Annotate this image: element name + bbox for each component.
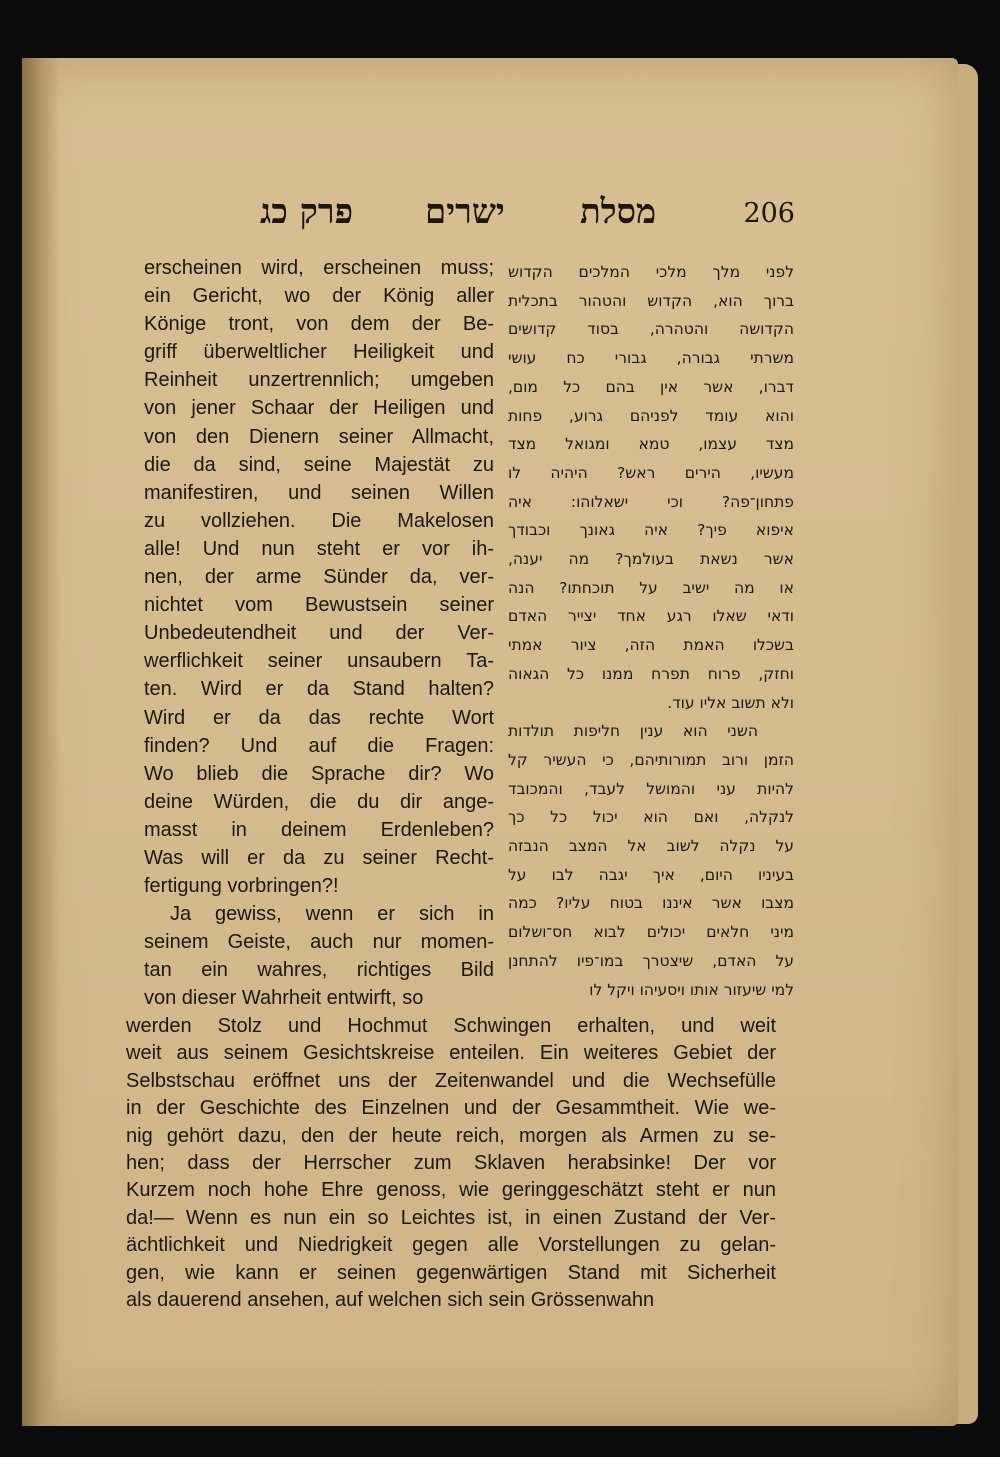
german-column-line: Wird er da das rechte Wort: [144, 706, 494, 729]
german-column-line: werflichkeit seiner unsaubern Ta-: [144, 650, 494, 673]
german-column-line: von dieser Wahrheit entwirft, so: [144, 987, 424, 1010]
german-column-line: finden? Und auf die Fragen:: [144, 734, 494, 757]
german-column-line: die da sind, seine Majestät zu: [144, 453, 494, 476]
german-column-line: seinem Geiste, auch nur momen-: [144, 931, 494, 954]
german-column-line: von den Dienern seiner Allmacht,: [144, 425, 494, 448]
german-column-line: ten. Wird er da Stand halten?: [144, 678, 494, 701]
hebrew-column-line: הקדושה והטהרה, בסוד קדושים: [508, 320, 794, 339]
hebrew-column-line: על האדם, שיצטרך במו־פיו להתחנן: [508, 951, 794, 970]
running-head-title-2: ישרים: [425, 192, 505, 232]
german-column-line: erscheinen wird, erscheinen muss;: [144, 257, 494, 279]
german-column-line: masst in deinem Erdenleben?: [144, 818, 494, 841]
hebrew-column-line: על נקלה לשוב אל המצב הנבזה: [508, 837, 794, 856]
german-column-line: Könige tront, von dem der Be-: [144, 313, 494, 336]
hebrew-column-line: ודאי שאלו רגע אחד יצייר האדם: [508, 607, 794, 626]
hebrew-column-line: לנקלה, ואם הוא יכול כל כך: [508, 808, 794, 827]
full-width-line: nig gehört dazu, den der heute reich, morgen als Armen zu se-: [126, 1124, 776, 1147]
hebrew-column-line: והוא עומד לפניהם גרוע, פחות: [508, 406, 794, 425]
running-head-title-1: מסלת: [580, 192, 657, 232]
hebrew-column-line: בשכלו האמת הזה, ציור אמתי: [508, 636, 794, 655]
hebrew-column-line: ברוך הוא, הקדוש והטהור בתכלית: [508, 291, 794, 310]
german-column-line: deine Würden, die du dir ange-: [144, 790, 494, 813]
hebrew-column: [508, 258, 794, 1004]
german-column-line: tan ein wahres, richtiges Bild: [144, 959, 494, 982]
german-column-line: griff überweltlicher Heiligkeit und: [144, 341, 494, 364]
german-column-line: Unbedeutendheit und der Ver-: [144, 622, 494, 645]
running-header: [250, 190, 795, 240]
full-width-line: werden Stolz und Hochmut Schwingen erhalten, und weit: [126, 1015, 776, 1037]
hebrew-column-line: איפוא פיך? איה גאונך וכבודך: [508, 521, 794, 540]
german-column-line: alle! Und nun steht er vor ih-: [144, 537, 494, 560]
full-width-line: hen; dass der Herrscher zum Sklaven herabsinke! Der vor: [126, 1152, 776, 1175]
full-width-line: Kurzem noch hohe Ehre genoss, wie geringgeschätzt steht er nun: [126, 1179, 776, 1202]
german-column-line: ein Gericht, wo der König aller: [144, 285, 494, 308]
full-width-line: in der Geschichte des Einzelnen und der Gesammtheit. Wie we-: [126, 1097, 776, 1120]
hebrew-column-line: מצבו אשר איננו בטוח עליו? כמה: [508, 894, 794, 913]
hebrew-column-line: ולא תשוב אליו עוד.: [667, 693, 794, 712]
book-spine: [22, 58, 60, 1426]
hebrew-column-line: מיני חלאים יכולים לבוא חס־ושלום: [508, 923, 794, 942]
hebrew-column-line: לפני מלך מלכי המלכים הקדוש: [508, 263, 794, 281]
running-head-chapter: פרק כג: [260, 192, 354, 232]
hebrew-column-line: השני הוא ענין חליפות תולדות: [508, 722, 758, 741]
hebrew-column-line: למי שיעזור אותו ויסעיהו ויקל לו: [589, 980, 794, 999]
full-width-line: gen, wie kann er seinen gegenwärtigen Stand mit Sicherheit: [126, 1261, 776, 1284]
full-width-line: da!— Wenn es nun ein so Leichtes ist, in einen Zustand der Ver-: [126, 1206, 776, 1229]
hebrew-column-line: הזמן ורוב תמורותיהם, כי העשיר קל: [508, 750, 794, 769]
full-width-line: weit aus seinem Gesichtskreise enteilen. Ein weiteres Gebiet der: [126, 1042, 776, 1065]
full-width-line: ächtlichkeit und Niedrigkeit gegen alle Vorstellungen zu gelan-: [126, 1234, 776, 1257]
german-column-line: Reinheit unzertrennlich; umgeben: [144, 369, 494, 392]
german-column-line: Ja gewiss, wenn er sich in: [170, 903, 494, 926]
german-column-line: nen, der arme Sünder da, ver-: [144, 566, 494, 589]
hebrew-column-line: דברו, אשר אין בהם כל מום,: [508, 377, 794, 396]
german-column-line: nichtet vom Bewustsein seiner: [144, 594, 494, 617]
hebrew-column-line: וחזק, פרוח תפרח ממנו כל הגאוה: [508, 664, 794, 683]
hebrew-column-line: פתחון־פה? וכי ישאלוהו: איה: [508, 492, 794, 511]
hebrew-column-line: אשר נשאת בעולמך? מה יענה,: [508, 550, 794, 569]
page-number: 206: [743, 198, 795, 229]
german-column-line: zu vollziehen. Die Makelosen: [144, 509, 494, 532]
full-width-line: als dauerend ansehen, auf welchen sich sein Grössenwahn: [126, 1289, 655, 1312]
hebrew-column-line: משרתי גבורה, גבורי כח עושי: [508, 349, 794, 368]
hebrew-column-line: מצד עצמו, טמא ומגואל מצד: [508, 435, 794, 454]
german-column-line: fertigung vorbringen?!: [144, 875, 339, 898]
full-width-text: [126, 1013, 776, 1314]
hebrew-column-line: להיות עני והמושל לעבד, והמכובד: [508, 779, 794, 798]
full-width-line: Selbstschau eröffnet uns der Zeitenwandel und die Wechsefülle: [126, 1069, 776, 1092]
german-column-line: Was will er da zu seiner Recht-: [144, 846, 494, 869]
hebrew-column-line: בעיניו היום, איך יגבה לבו על: [508, 865, 794, 884]
german-column: [144, 254, 494, 1013]
german-column-line: manifestiren, und seinen Willen: [144, 481, 494, 504]
hebrew-column-line: מעשיו, הירים ראש? היהיה לו: [508, 463, 794, 482]
german-column-line: Wo blieb die Sprache dir? Wo: [144, 762, 494, 785]
hebrew-column-line: או מה ישיב על תוכחתו? הנה: [508, 578, 794, 597]
german-column-line: von jener Schaar der Heiligen und: [144, 397, 494, 420]
